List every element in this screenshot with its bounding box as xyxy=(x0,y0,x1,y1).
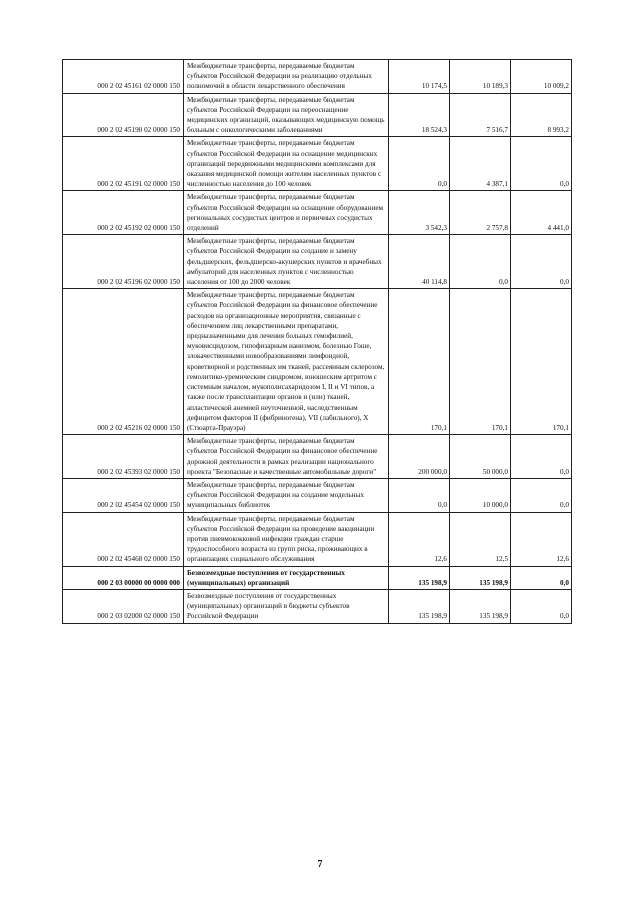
description-cell: Межбюджетные трансферты, передаваемые бюджетам субъектов Российской Федерации на проведение вакцинации против пневмококковой инфекции граждан старше трудоспособного возраста из групп риска, проживающих в организациях социального обслуживания xyxy=(184,512,389,566)
budget-table xyxy=(62,59,572,624)
value-col-2-cell: 10 189,3 xyxy=(450,60,511,94)
value-col-1-cell: 40 114,8 xyxy=(389,235,450,289)
value-col-3-cell: 8 993,2 xyxy=(511,93,572,137)
value-col-3-cell: 0,0 xyxy=(511,435,572,479)
value-col-3-cell: 0,0 xyxy=(511,235,572,289)
value-col-3-cell: 0,0 xyxy=(511,137,572,191)
value-col-3-cell: 4 441,0 xyxy=(511,191,572,235)
table-row xyxy=(63,435,572,479)
value-col-2-cell: 4 387,1 xyxy=(450,137,511,191)
table-row xyxy=(63,289,572,435)
value-col-1-cell: 3 542,3 xyxy=(389,191,450,235)
table-row xyxy=(63,93,572,137)
budget-code-cell: 000 2 02 45190 02 0000 150 xyxy=(63,93,184,137)
description-cell: Межбюджетные трансферты, передаваемые бюджетам субъектов Российской Федерации на переоснащение медицинских организаций, оказывающих медицинскую помощь больным с онкологическими заболеваниями xyxy=(184,93,389,137)
budget-code-cell: 000 2 02 45468 02 0000 150 xyxy=(63,512,184,566)
budget-code-cell: 000 2 03 02000 02 0000 150 xyxy=(63,589,184,623)
table-row xyxy=(63,137,572,191)
value-col-3-cell: 0,0 xyxy=(511,589,572,623)
value-col-2-cell: 170,1 xyxy=(450,289,511,435)
budget-code-cell: 000 2 02 45191 02 0000 150 xyxy=(63,137,184,191)
value-col-2-cell: 0,0 xyxy=(450,235,511,289)
value-col-3-cell: 170,1 xyxy=(511,289,572,435)
budget-code-cell: 000 2 03 00000 00 0000 000 xyxy=(63,566,184,589)
table-row xyxy=(63,478,572,512)
value-col-2-cell: 50 000,0 xyxy=(450,435,511,479)
description-cell: Межбюджетные трансферты, передаваемые бюджетам субъектов Российской Федерации на финансовое обеспечение дорожной деятельности в рамках реализации национального проекта "Безопасные и качественные автомобильные дороги" xyxy=(184,435,389,479)
description-cell: Безвозмездные поступления от государственных (муниципальных) организаций xyxy=(184,566,389,589)
value-col-1-cell: 18 524,3 xyxy=(389,93,450,137)
budget-code-cell: 000 2 02 45196 02 0000 150 xyxy=(63,235,184,289)
budget-code-cell: 000 2 02 45192 02 0000 150 xyxy=(63,191,184,235)
description-cell: Межбюджетные трансферты, передаваемые бюджетам субъектов Российской Федерации на создание и замену фельдшерских, фельдшерско-акушерских пунктов и врачебных амбулаторий для населенных пунктов с численностью населения от 100 до 2000 человек xyxy=(184,235,389,289)
value-col-1-cell: 170,1 xyxy=(389,289,450,435)
budget-code-cell: 000 2 02 45161 02 0000 150 xyxy=(63,60,184,94)
value-col-1-cell: 0,0 xyxy=(389,478,450,512)
description-cell: Межбюджетные трансферты, передаваемые бюджетам субъектов Российской Федерации на создание модельных муниципальных библиотек xyxy=(184,478,389,512)
value-col-2-cell: 135 198,9 xyxy=(450,589,511,623)
page-number: 7 xyxy=(317,859,323,870)
value-col-1-cell: 0,0 xyxy=(389,137,450,191)
value-col-2-cell: 2 757,8 xyxy=(450,191,511,235)
value-col-2-cell: 12,5 xyxy=(450,512,511,566)
value-col-2-cell: 135 198,9 xyxy=(450,566,511,589)
description-cell: Межбюджетные трансферты, передаваемые бюджетам субъектов Российской Федерации на финансовое обеспечение расходов на организационные мероприятия, связанные с обеспечением лиц лекарственными препаратами, предназначенными для лечения больных гемофилией, муковисцидозом, гипофизарным нанизмом, болезнью Гоше, злокачественными новообразованиями лимфоидной, кроветворной и родственных им тканей, рассеянным склерозом, гемолитико-уремическим синдромом, юношеским артритом с системным началом, мукополисахаридозом I, II и VI типов, а также после трансплантации органов и (или) тканей, апластической анемией неуточненной, наследственным дефицитом факторов II (фибриногена), VII (лабильного), X (Стюарта-Прауэра) xyxy=(184,289,389,435)
value-col-2-cell: 7 516,7 xyxy=(450,93,511,137)
value-col-1-cell: 135 198,9 xyxy=(389,566,450,589)
description-cell: Межбюджетные трансферты, передаваемые бюджетам субъектов Российской Федерации на оснащение медицинских организаций передвижными медицинскими комплексами для оказания медицинской помощи жителям населенных пунктов с численностью населения до 100 человек xyxy=(184,137,389,191)
value-col-1-cell: 12,6 xyxy=(389,512,450,566)
description-cell: Межбюджетные трансферты, передаваемые бюджетам субъектов Российской Федерации на реализацию отдельных полномочий в области лекарственного обеспечения xyxy=(184,60,389,94)
table-row xyxy=(63,60,572,94)
table-row xyxy=(63,589,572,623)
description-cell: Безвозмездные поступления от государственных (муниципальных) организаций в бюджеты субъектов Российской Федерации xyxy=(184,589,389,623)
description-cell: Межбюджетные трансферты, передаваемые бюджетам субъектов Российской Федерации на оснащение оборудованием региональных сосудистых центров и первичных сосудистых отделений xyxy=(184,191,389,235)
budget-code-cell: 000 2 02 45454 02 0000 150 xyxy=(63,478,184,512)
value-col-2-cell: 10 000,0 xyxy=(450,478,511,512)
table-row xyxy=(63,566,572,589)
budget-code-cell: 000 2 02 45216 02 0000 150 xyxy=(63,289,184,435)
value-col-3-cell: 0,0 xyxy=(511,566,572,589)
value-col-3-cell: 12,6 xyxy=(511,512,572,566)
table-row xyxy=(63,235,572,289)
value-col-1-cell: 10 174,5 xyxy=(389,60,450,94)
budget-code-cell: 000 2 02 45393 02 0000 150 xyxy=(63,435,184,479)
value-col-3-cell: 10 009,2 xyxy=(511,60,572,94)
table-row xyxy=(63,512,572,566)
value-col-3-cell: 0,0 xyxy=(511,478,572,512)
table-body xyxy=(63,60,572,624)
table-row xyxy=(63,191,572,235)
value-col-1-cell: 200 000,0 xyxy=(389,435,450,479)
value-col-1-cell: 135 198,9 xyxy=(389,589,450,623)
